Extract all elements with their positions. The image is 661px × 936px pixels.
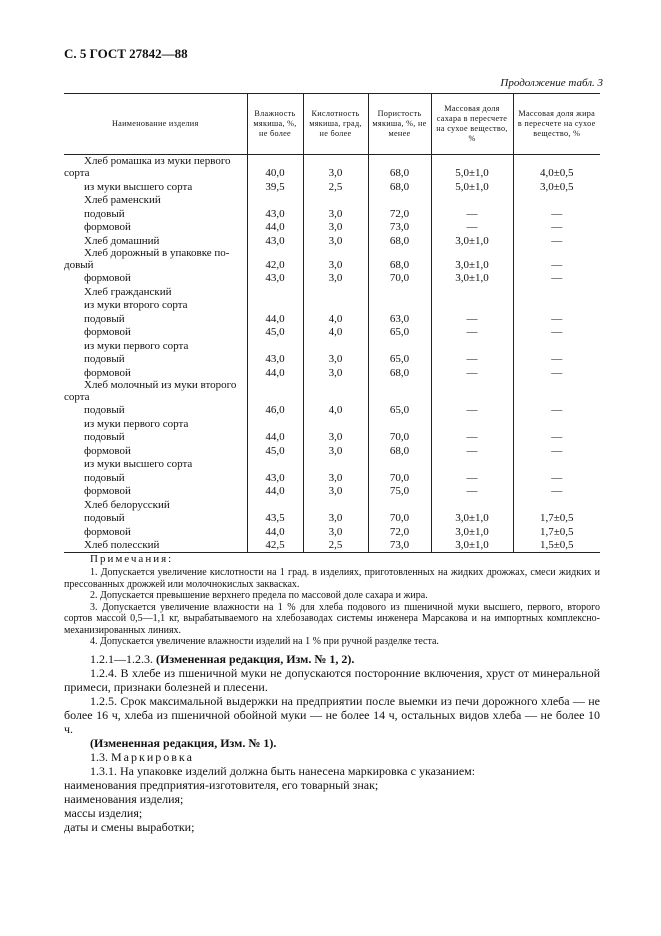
sugar-cell [431, 379, 513, 403]
fat-cell: 1,7±0,5 [513, 524, 600, 538]
table-row [64, 193, 600, 207]
fat-cell: — [513, 311, 600, 325]
acidity-cell: 3,0 [303, 247, 368, 271]
table-row [64, 298, 600, 312]
moisture-cell [247, 284, 303, 298]
fat-cell: 1,7±0,5 [513, 511, 600, 525]
acidity-cell: 3,0 [303, 484, 368, 498]
fat-cell: 4,0±0,5 [513, 155, 600, 180]
acidity-cell [303, 457, 368, 471]
acidity-cell: 3,0 [303, 524, 368, 538]
sugar-cell [431, 193, 513, 207]
product-name-cell: формовой [84, 326, 131, 338]
moisture-cell: 43,0 [247, 470, 303, 484]
moisture-cell [247, 338, 303, 352]
moisture-cell: 44,0 [247, 430, 303, 444]
moisture-cell: 44,0 [247, 365, 303, 379]
fat-cell [513, 497, 600, 511]
fat-cell: — [513, 443, 600, 457]
sugar-cell: — [431, 484, 513, 498]
porosity-cell: 68,0 [368, 365, 431, 379]
fat-cell: 1,5±0,5 [513, 538, 600, 553]
acidity-cell: 3,0 [303, 365, 368, 379]
porosity-cell [368, 379, 431, 403]
fat-cell [513, 379, 600, 403]
table-row [64, 220, 600, 234]
product-name-cell: подовый [84, 353, 125, 365]
acidity-cell: 3,0 [303, 271, 368, 285]
porosity-cell: 68,0 [368, 179, 431, 193]
note-1: 1. Допускается увеличение кислотности на 1 град. в изделиях, приготовленных на жидких дрожжах, смеси жидких и прессованных дрожжей или молочнокислых заквасках. [64, 567, 600, 590]
fat-cell [513, 284, 600, 298]
porosity-cell [368, 284, 431, 298]
product-name-cell: Хлеб ромашка из муки первого сорта [64, 155, 231, 179]
clause-1-2-4: 1.2.4. В хлебе из пшеничной муки не допускаются посторонние включения, хруст от минеральной примеси, признаки болезней и плесени. [64, 665, 600, 694]
table-row [64, 271, 600, 285]
moisture-cell: 43,5 [247, 511, 303, 525]
acidity-cell: 3,0 [303, 155, 368, 180]
product-name-cell: из муки первого сорта [84, 339, 189, 352]
porosity-cell: 68,0 [368, 155, 431, 180]
notes-title: Примечания: [90, 553, 174, 565]
column-header-name: Наименование изделия [64, 94, 247, 155]
sugar-cell: — [431, 352, 513, 366]
sugar-cell: — [431, 311, 513, 325]
sugar-cell [431, 298, 513, 312]
table-continuation-label: Продолжение табл. 3 [500, 77, 603, 89]
moisture-cell: 44,0 [247, 524, 303, 538]
acidity-cell: 3,0 [303, 470, 368, 484]
product-name-cell: формовой [84, 444, 131, 457]
product-name-cell: подовый [84, 207, 125, 220]
moisture-cell: 43,0 [247, 352, 303, 366]
product-name-cell: Хлеб молочный из муки второго сорта [64, 378, 237, 403]
porosity-cell: 73,0 [368, 538, 431, 553]
product-name-cell: Хлеб полесский [64, 538, 247, 553]
fat-cell [513, 193, 600, 207]
sugar-cell: 3,0±1,0 [431, 247, 513, 271]
marking-list-item: даты и смены выработки; [64, 819, 195, 834]
moisture-cell: 46,0 [247, 403, 303, 417]
acidity-cell [303, 193, 368, 207]
product-name-cell: из муки высшего сорта [84, 180, 193, 193]
product-name-cell: из муки второго сорта [84, 299, 188, 311]
marking-list-item: наименования предприятия-изготовителя, его товарный знак; [64, 777, 379, 792]
sugar-cell [431, 338, 513, 352]
sugar-cell: — [431, 470, 513, 484]
acidity-cell: 3,0 [303, 233, 368, 247]
moisture-cell: 42,5 [247, 538, 303, 553]
table-header-row [64, 94, 600, 155]
acidity-cell: 3,0 [303, 206, 368, 220]
table-row [64, 338, 600, 352]
porosity-cell [368, 338, 431, 352]
clause-1-2-1 [64, 652, 600, 666]
sugar-cell: — [431, 403, 513, 417]
moisture-cell: 39,5 [247, 179, 303, 193]
note-2: 2. Допускается превышение верхнего предела по массовой доле сахара и жира. [90, 590, 428, 601]
product-name-cell: из муки первого сорта [84, 417, 189, 430]
porosity-cell [368, 298, 431, 312]
porosity-cell [368, 457, 431, 471]
moisture-cell [247, 457, 303, 471]
moisture-cell [247, 193, 303, 207]
moisture-cell: 43,0 [247, 206, 303, 220]
acidity-cell: 3,0 [303, 443, 368, 457]
sugar-cell: 3,0±1,0 [431, 524, 513, 538]
fat-cell [513, 298, 600, 312]
acidity-cell: 2,5 [303, 179, 368, 193]
marking-list-item: наименования изделия; [64, 791, 184, 806]
sugar-cell: 5,0±1,0 [431, 179, 513, 193]
product-name-cell: подовый [84, 471, 125, 484]
table-row [64, 457, 600, 471]
product-name-cell: Хлеб дорожный в упаковке подовый [64, 246, 230, 271]
porosity-cell: 65,0 [368, 352, 431, 366]
table-row [64, 524, 600, 538]
moisture-cell: 42,0 [247, 247, 303, 271]
moisture-cell [247, 298, 303, 312]
fat-cell: — [513, 233, 600, 247]
sugar-cell [431, 416, 513, 430]
fat-cell: — [513, 352, 600, 366]
note-4: 4. Допускается увеличение влажности изделий на 1 % при ручной разделке теста. [90, 636, 439, 647]
sugar-cell: 3,0±1,0 [431, 511, 513, 525]
sugar-cell: — [431, 325, 513, 339]
fat-cell: — [513, 271, 600, 285]
marking-list-item: массы изделия; [64, 805, 143, 820]
product-name-cell: Хлеб домашний [84, 234, 160, 247]
moisture-cell: 43,0 [247, 271, 303, 285]
sugar-cell [431, 497, 513, 511]
section-title: Маркировка [111, 749, 194, 764]
acidity-cell [303, 379, 368, 403]
porosity-cell: 70,0 [368, 470, 431, 484]
table-row [64, 511, 600, 525]
table-row [64, 497, 600, 511]
product-name-cell: формовой [84, 272, 131, 284]
sugar-cell: — [431, 365, 513, 379]
fat-cell [513, 416, 600, 430]
porosity-cell: 65,0 [368, 325, 431, 339]
product-name-cell: Хлеб белорусский [84, 498, 170, 511]
sugar-cell: — [431, 430, 513, 444]
sugar-cell: 5,0±1,0 [431, 155, 513, 180]
clause-1-2-5: 1.2.5. Срок максимальной выдержки на предприятии после выемки из печи дорожного хлеба — не более 16 ч, хлеба из пшеничной обойной муки — не более 14 ч, остальных видов хлеба — не более 10 ч. [64, 693, 600, 736]
table-row [64, 247, 600, 271]
product-name-cell: формовой [84, 221, 131, 233]
product-name-cell: подовый [84, 312, 125, 325]
porosity-cell: 75,0 [368, 484, 431, 498]
product-name-cell: Хлеб гражданский [84, 285, 172, 298]
column-header-fat: Массовая доля жира в пересчете на сухое вещество, % [513, 94, 600, 155]
column-header-acidity: Кислотность мякиша, град, не более [303, 94, 368, 155]
sugar-cell: — [431, 443, 513, 457]
note-3: 3. Допускается увеличение влажности на 1 % для хлеба подового из пшеничной муки высшего, первого, второго сортов массой 0,5—1,1 кг, вырабатываемого на хлебозаводах системы инженера Марсакова и на импортных комплексно-механизированных линиях. [64, 601, 600, 636]
porosity-cell: 68,0 [368, 443, 431, 457]
porosity-cell: 70,0 [368, 271, 431, 285]
moisture-cell: 45,0 [247, 443, 303, 457]
sugar-cell [431, 457, 513, 471]
table-row [64, 155, 600, 180]
table-row [64, 311, 600, 325]
section-number: 1.3. [90, 749, 108, 764]
acidity-cell [303, 284, 368, 298]
acidity-cell [303, 497, 368, 511]
fat-cell [513, 457, 600, 471]
product-name-cell: формовой [84, 485, 131, 497]
table-row [64, 365, 600, 379]
porosity-cell: 73,0 [368, 220, 431, 234]
amendment-note: (Измененная редакция, Изм. № 1, 2). [156, 651, 355, 666]
porosity-cell: 65,0 [368, 403, 431, 417]
page-header: С. 5 ГОСТ 27842—88 [64, 46, 188, 61]
fat-cell: — [513, 430, 600, 444]
fat-cell: — [513, 365, 600, 379]
fat-cell: — [513, 206, 600, 220]
sugar-cell: 3,0±1,0 [431, 271, 513, 285]
acidity-cell: 3,0 [303, 430, 368, 444]
moisture-cell: 40,0 [247, 155, 303, 180]
acidity-cell: 3,0 [303, 352, 368, 366]
porosity-cell: 72,0 [368, 206, 431, 220]
moisture-cell [247, 497, 303, 511]
column-header-moisture: Влажность мякиша, %, не более [247, 94, 303, 155]
table-row [64, 443, 600, 457]
table-row [64, 538, 600, 553]
fat-cell: — [513, 484, 600, 498]
sugar-cell: 3,0±1,0 [431, 233, 513, 247]
moisture-cell: 44,0 [247, 484, 303, 498]
acidity-cell: 4,0 [303, 403, 368, 417]
product-name-cell: подовый [84, 431, 125, 443]
moisture-cell: 44,0 [247, 311, 303, 325]
porosity-cell [368, 497, 431, 511]
porosity-cell: 70,0 [368, 430, 431, 444]
table-row [64, 484, 600, 498]
product-name-cell: подовый [84, 404, 125, 416]
fat-cell: — [513, 470, 600, 484]
table-row [64, 179, 600, 193]
fat-cell: — [513, 403, 600, 417]
table-row [64, 233, 600, 247]
porosity-cell: 68,0 [368, 233, 431, 247]
acidity-cell [303, 338, 368, 352]
table-row [64, 325, 600, 339]
table-body [64, 155, 600, 553]
fat-cell: 3,0±0,5 [513, 179, 600, 193]
table-row [64, 403, 600, 417]
porosity-cell: 68,0 [368, 247, 431, 271]
moisture-cell [247, 379, 303, 403]
acidity-cell: 2,5 [303, 538, 368, 553]
porosity-cell: 72,0 [368, 524, 431, 538]
product-name-cell: Хлеб раменский [84, 194, 161, 206]
clause-1-3-1: 1.3.1. На упаковке изделий должна быть нанесена маркировка с указанием: [90, 763, 476, 778]
table-row [64, 416, 600, 430]
fat-cell [513, 338, 600, 352]
column-header-sugar: Массовая доля сахара в пересчете на сухое вещество, % [431, 94, 513, 155]
section-1-3-heading [64, 750, 600, 764]
moisture-cell: 44,0 [247, 220, 303, 234]
table-row [64, 206, 600, 220]
moisture-cell: 45,0 [247, 325, 303, 339]
product-name-cell: формовой [84, 366, 131, 379]
table-row [64, 379, 600, 403]
table-row [64, 430, 600, 444]
moisture-cell: 43,0 [247, 233, 303, 247]
acidity-cell: 3,0 [303, 511, 368, 525]
acidity-cell: 4,0 [303, 325, 368, 339]
column-header-porosity: Пористость мякиша, %, не менее [368, 94, 431, 155]
acidity-cell [303, 416, 368, 430]
document-body [64, 553, 600, 834]
fat-cell: — [513, 325, 600, 339]
moisture-cell [247, 416, 303, 430]
porosity-cell [368, 416, 431, 430]
fat-cell: — [513, 247, 600, 271]
table-row [64, 352, 600, 366]
porosity-cell: 63,0 [368, 311, 431, 325]
acidity-cell: 3,0 [303, 220, 368, 234]
table-row [64, 284, 600, 298]
sugar-cell: 3,0±1,0 [431, 538, 513, 553]
product-name-cell: подовый [84, 512, 125, 524]
clause-number: 1.2.1—1.2.3. [90, 651, 153, 666]
product-name-cell: формовой [84, 525, 131, 538]
porosity-cell [368, 193, 431, 207]
sugar-cell [431, 284, 513, 298]
amendment-note: (Измененная редакция, Изм. № 1). [90, 735, 277, 750]
product-quality-table [64, 93, 600, 553]
acidity-cell: 4,0 [303, 311, 368, 325]
sugar-cell: — [431, 206, 513, 220]
sugar-cell: — [431, 220, 513, 234]
table-row [64, 470, 600, 484]
porosity-cell: 70,0 [368, 511, 431, 525]
acidity-cell [303, 298, 368, 312]
fat-cell: — [513, 220, 600, 234]
product-name-cell: из муки высшего сорта [84, 458, 193, 470]
